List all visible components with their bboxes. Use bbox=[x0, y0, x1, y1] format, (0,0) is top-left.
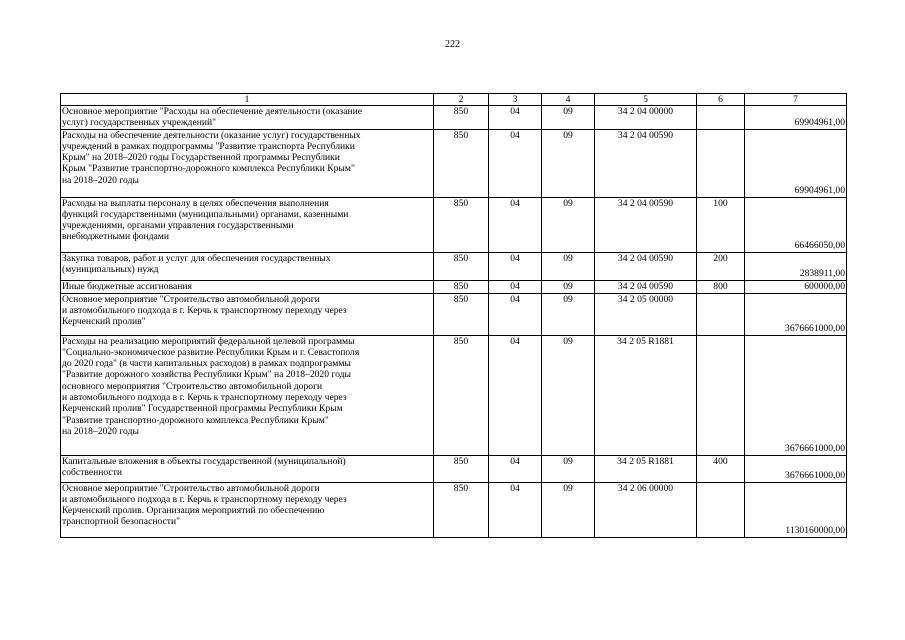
ministry-code: 850 bbox=[434, 252, 489, 280]
table-row bbox=[61, 280, 847, 293]
page-number: 222 bbox=[445, 39, 460, 50]
subsection-code: 09 bbox=[542, 482, 595, 537]
subsection-code: 09 bbox=[542, 293, 595, 335]
ministry-code: 850 bbox=[434, 455, 489, 482]
table-row bbox=[61, 197, 847, 252]
section-code: 04 bbox=[489, 252, 542, 280]
target-article-code: 34 2 04 00590 bbox=[595, 129, 697, 197]
expense-type-code: 400 bbox=[697, 455, 745, 482]
subsection-code: 09 bbox=[542, 455, 595, 482]
expense-type-code bbox=[697, 129, 745, 197]
subsection-code: 09 bbox=[542, 197, 595, 252]
amount: 3676661000,00 bbox=[745, 455, 847, 482]
subsection-code: 09 bbox=[542, 280, 595, 293]
amount: 1130160000,00 bbox=[745, 482, 847, 537]
amount: 69904961,00 bbox=[745, 129, 847, 197]
row-description: Основное мероприятие "Строительство автомобильной дороги и автомобильного подхода в г. Керчь к транспортному переходу через Керченский пролив" bbox=[61, 293, 434, 335]
ministry-code: 850 bbox=[434, 197, 489, 252]
column-number-header-row bbox=[61, 94, 847, 106]
target-article-code: 34 2 04 00000 bbox=[595, 106, 697, 130]
table-row bbox=[61, 455, 847, 482]
amount: 3676661000,00 bbox=[745, 293, 847, 335]
budget-table bbox=[60, 93, 847, 538]
subsection-code: 09 bbox=[542, 335, 595, 455]
ministry-code: 850 bbox=[434, 335, 489, 455]
expense-type-code bbox=[697, 482, 745, 537]
ministry-code: 850 bbox=[434, 293, 489, 335]
amount: 600000,00 bbox=[745, 280, 847, 293]
section-code: 04 bbox=[489, 482, 542, 537]
subsection-code: 09 bbox=[542, 252, 595, 280]
column-header-4: 4 bbox=[542, 94, 595, 106]
section-code: 04 bbox=[489, 455, 542, 482]
column-header-3: 3 bbox=[489, 94, 542, 106]
section-code: 04 bbox=[489, 335, 542, 455]
section-code: 04 bbox=[489, 293, 542, 335]
amount: 2838911,00 bbox=[745, 252, 847, 280]
row-description: Расходы на выплаты персоналу в целях обеспечения выполнения функций государственными (муниципальными) органами, казенными учреждениями, органами управления государственными внебюджетными фондами bbox=[61, 197, 434, 252]
table-row bbox=[61, 293, 847, 335]
row-description: Иные бюджетные ассигнования bbox=[61, 280, 434, 293]
row-description: Капитальные вложения в объекты государственной (муниципальной) собственности bbox=[61, 455, 434, 482]
row-description: Расходы на реализацию мероприятий федеральной целевой программы "Социально-экономическое развитие Республики Крым и г. Севастополя до 2020 года" (в части капитальных расходов) в рамках подпрограммы "Развитие дорожного хозяйства Республики Крым" на 2018–2020 годы основного мероприятия "Строительство автомобильной дороги и автомобильного подхода в г. Керчь к транспортному переходу через Керченский пролив" Государственной программы Республики Крым "Развитие транспортно-дорожного комплекса Республики Крым" на 2018–2020 годы bbox=[61, 335, 434, 455]
table-row bbox=[61, 335, 847, 455]
expense-type-code: 800 bbox=[697, 280, 745, 293]
expense-type-code bbox=[697, 106, 745, 130]
target-article-code: 34 2 05 R1881 bbox=[595, 335, 697, 455]
expense-type-code: 100 bbox=[697, 197, 745, 252]
ministry-code: 850 bbox=[434, 106, 489, 130]
row-description: Расходы на обеспечение деятельности (оказание услуг) государственных учреждений в рамках подпрограммы "Развитие транспорта Республики Крым" на 2018–2020 годы Государственной программы Республики Крым "Развитие транспортно-дорожного комплекса Республики Крым" на 2018–2020 годы bbox=[61, 129, 434, 197]
amount: 3676661000,00 bbox=[745, 335, 847, 455]
table-row bbox=[61, 129, 847, 197]
column-header-2: 2 bbox=[434, 94, 489, 106]
target-article-code: 34 2 05 R1881 bbox=[595, 455, 697, 482]
table-row bbox=[61, 482, 847, 537]
ministry-code: 850 bbox=[434, 482, 489, 537]
expense-type-code bbox=[697, 335, 745, 455]
target-article-code: 34 2 04 00590 bbox=[595, 197, 697, 252]
amount: 66466050,00 bbox=[745, 197, 847, 252]
section-code: 04 bbox=[489, 106, 542, 130]
subsection-code: 09 bbox=[542, 129, 595, 197]
target-article-code: 34 2 04 00590 bbox=[595, 280, 697, 293]
section-code: 04 bbox=[489, 129, 542, 197]
target-article-code: 34 2 05 00000 bbox=[595, 293, 697, 335]
column-header-1: 1 bbox=[61, 94, 434, 106]
expense-type-code: 200 bbox=[697, 252, 745, 280]
section-code: 04 bbox=[489, 197, 542, 252]
column-header-5: 5 bbox=[595, 94, 697, 106]
amount: 69904961,00 bbox=[745, 106, 847, 130]
expense-type-code bbox=[697, 293, 745, 335]
row-description: Закупка товаров, работ и услуг для обеспечения государственных (муниципальных) нужд bbox=[61, 252, 434, 280]
section-code: 04 bbox=[489, 280, 542, 293]
target-article-code: 34 2 04 00590 bbox=[595, 252, 697, 280]
target-article-code: 34 2 06 00000 bbox=[595, 482, 697, 537]
column-header-7: 7 bbox=[745, 94, 847, 106]
ministry-code: 850 bbox=[434, 129, 489, 197]
column-header-6: 6 bbox=[697, 94, 745, 106]
table-row bbox=[61, 106, 847, 130]
table-row bbox=[61, 252, 847, 280]
row-description: Основное мероприятие "Расходы на обеспечение деятельности (оказание услуг) государственных учреждений" bbox=[61, 106, 434, 130]
row-description: Основное мероприятие "Строительство автомобильной дороги и автомобильного подхода в г. Керчь к транспортному переходу через Керченский пролив. Организация мероприятий по обеспечению транспортной безопасности" bbox=[61, 482, 434, 537]
ministry-code: 850 bbox=[434, 280, 489, 293]
subsection-code: 09 bbox=[542, 106, 595, 130]
